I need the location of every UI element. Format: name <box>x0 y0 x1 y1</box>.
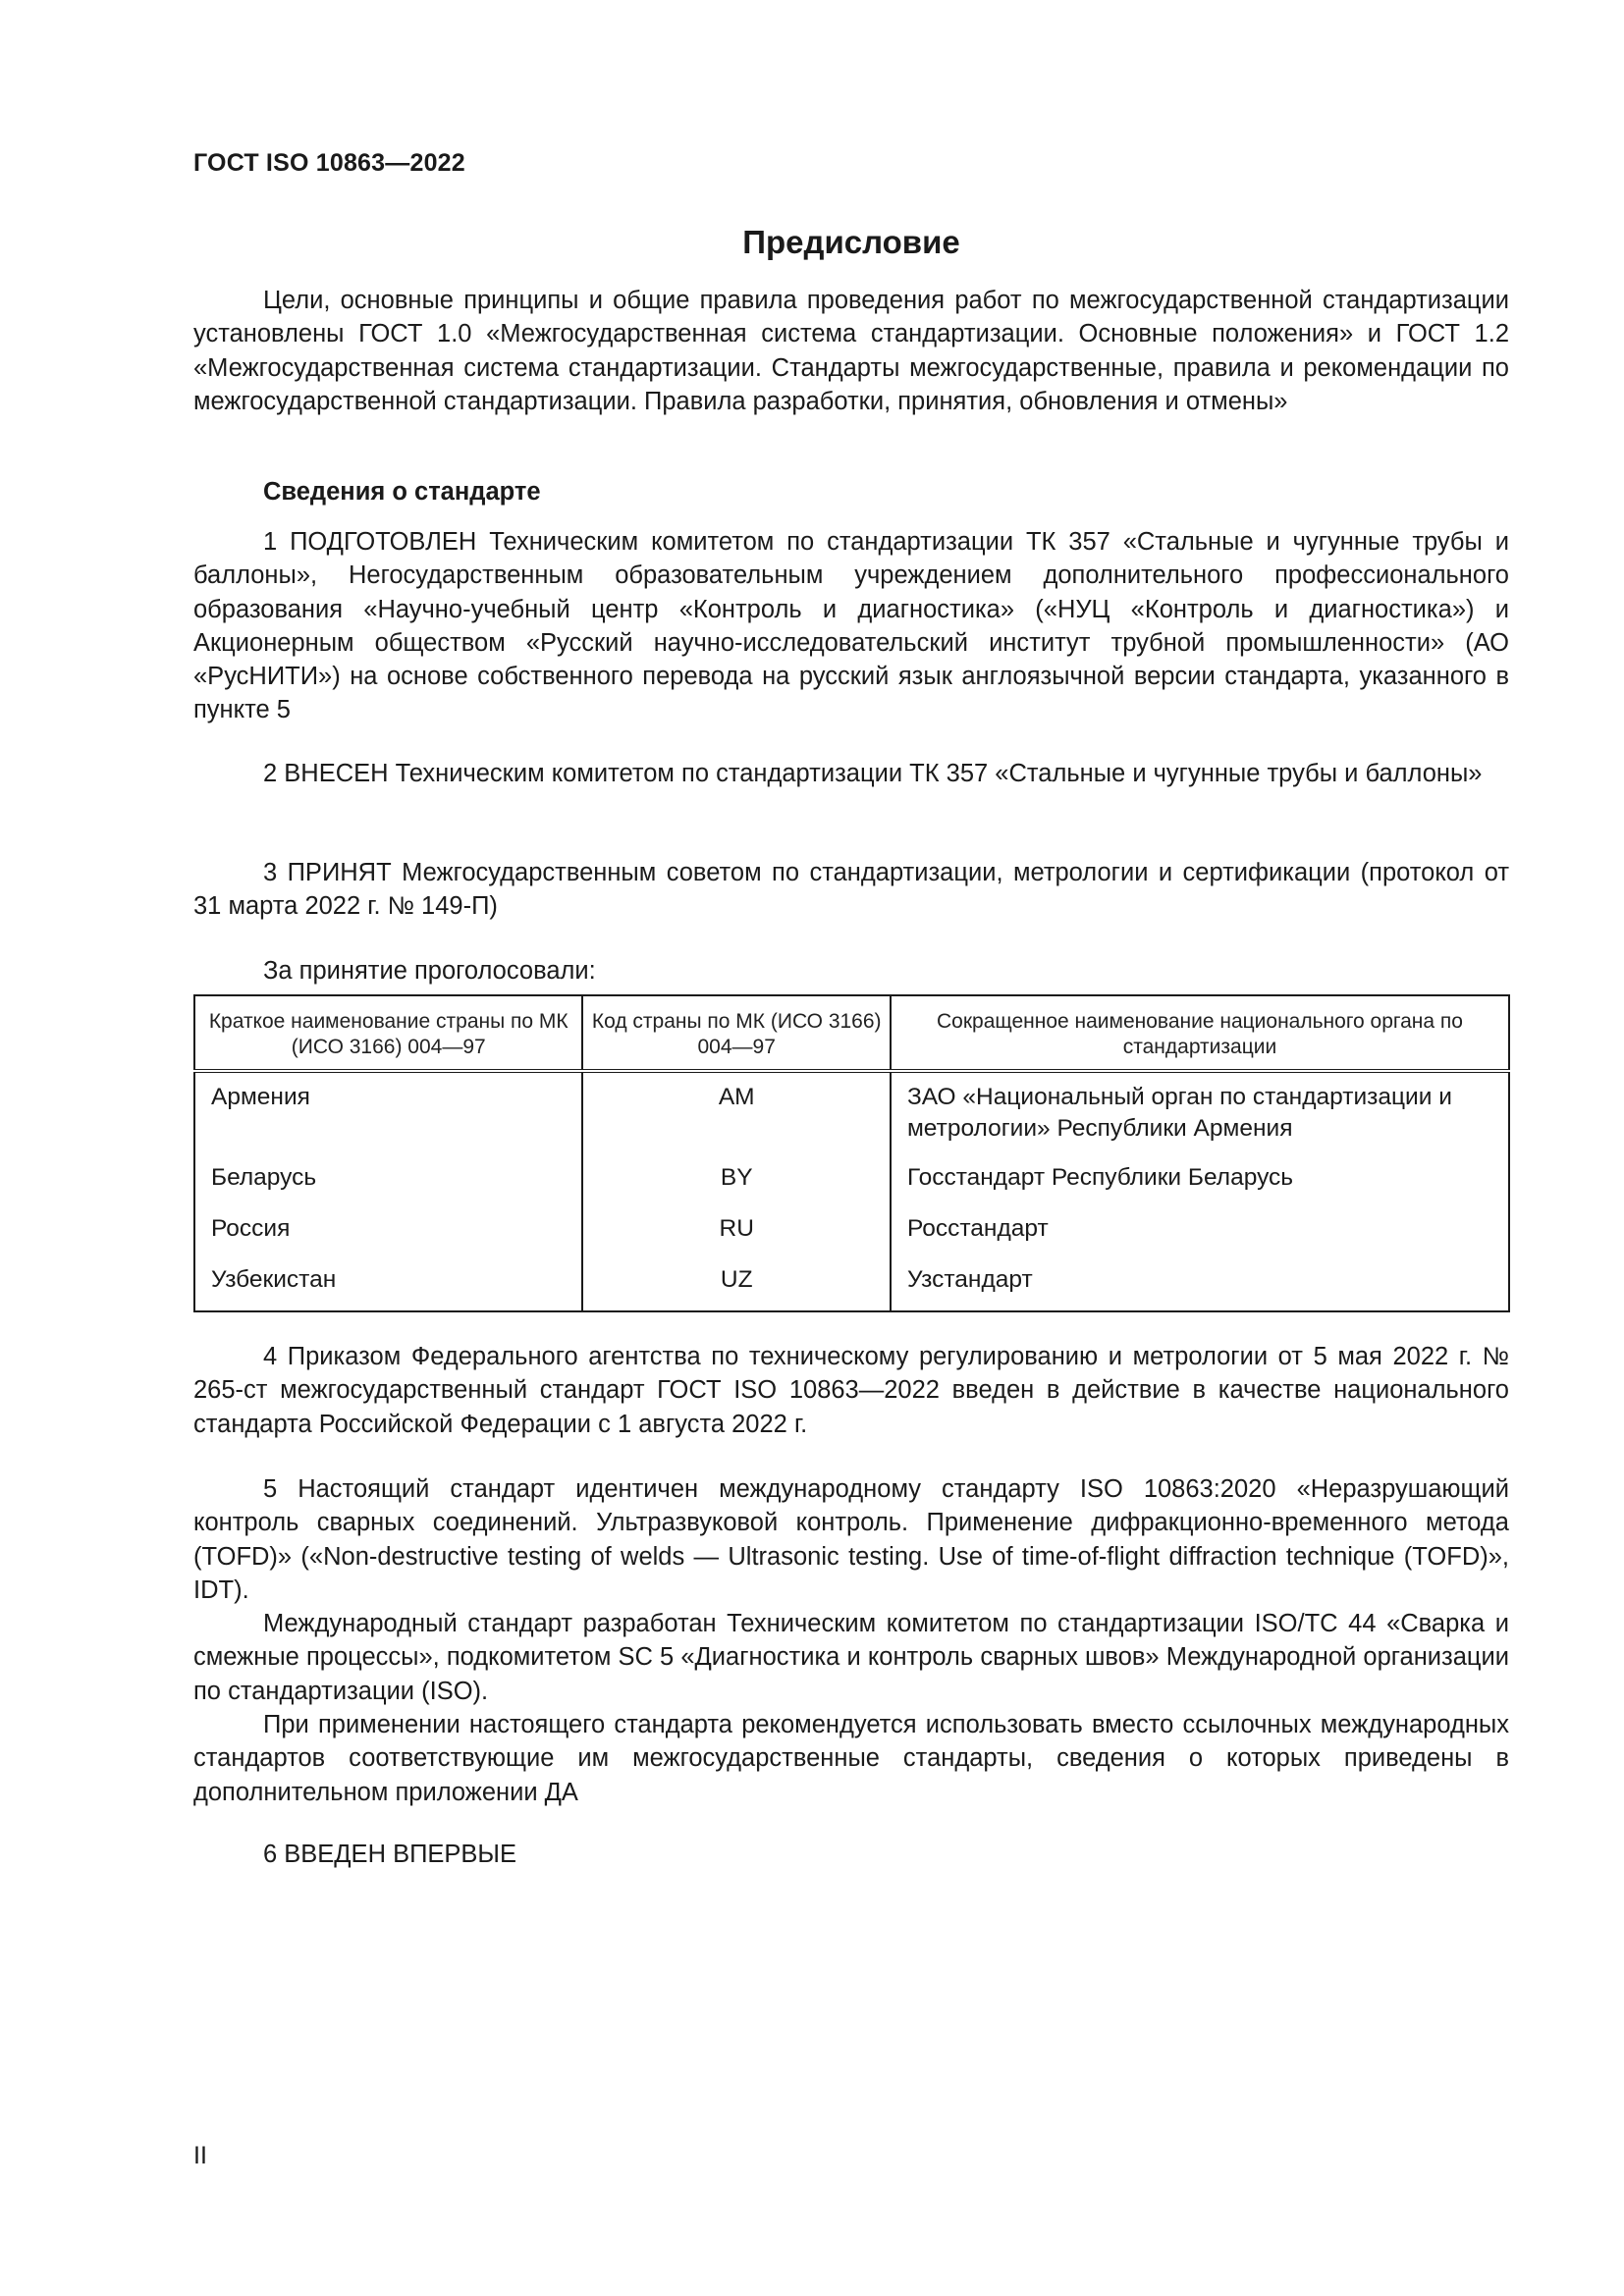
body-cell: Узстандарт <box>891 1263 1509 1311</box>
code-cell: RU <box>582 1212 890 1263</box>
standard-info-block <box>193 475 1509 508</box>
table-row <box>194 1212 1509 1263</box>
table-header-body: Сокращенное наименование национального органа по стандартизации <box>891 995 1509 1071</box>
code-cell: BY <box>582 1161 890 1212</box>
item-2-block <box>193 757 1509 790</box>
vote-intro-block <box>193 954 1509 988</box>
item-6-block <box>193 1838 1509 1871</box>
vote-intro: За принятие проголосовали: <box>263 957 596 985</box>
code-cell: UZ <box>582 1263 890 1311</box>
country-cell: Россия <box>194 1212 582 1263</box>
table-row <box>194 1161 1509 1212</box>
document-code: ГОСТ ISO 10863—2022 <box>193 149 465 177</box>
item-1-block <box>193 525 1509 727</box>
item-2-paragraph: 2 ВНЕСЕН Техническим комитетом по стандартизации ТК 357 «Стальные и чугунные трубы и баллоны» <box>263 760 1483 787</box>
section-subheading: Сведения о стандарте <box>263 478 541 506</box>
country-cell: Узбекистан <box>194 1263 582 1311</box>
table-header-row <box>194 995 1509 1071</box>
item-3-block <box>193 856 1509 924</box>
table-header-code: Код страны по МК (ИСО 3166) 004—97 <box>582 995 890 1071</box>
item-4-block <box>193 1340 1509 1441</box>
table-row <box>194 1071 1509 1161</box>
item-5-paragraph: 5 Настоящий стандарт идентичен международному стандарту ISO 10863:2020 «Неразрушающий контроль сварных соединений. Ультразвуковой контроль. Применение дифракционно-временного метода (TOFD)» («Non-destructive testing of welds — Ultrasonic testing. Use of time-of-flight diffraction technique (TOFD)», IDT). <box>193 1475 1509 1604</box>
intro-paragraph: Цели, основные принципы и общие правила проведения работ по межгосударственной стандартизации установлены ГОСТ 1.0 «Межгосударственная система стандартизации. Основные положения» и ГОСТ 1.2 «Межгосударственная система стандартизации. Стандарты межгосударственные, правила и рекомендации по межгосударственной стандартизации. Правила разработки, принятия, обновления и отмены» <box>193 287 1509 415</box>
page-number: II <box>193 2142 207 2169</box>
intro-block <box>193 284 1509 418</box>
item-5-block <box>193 1472 1509 1809</box>
item-5-iso-paragraph: Международный стандарт разработан Техническим комитетом по стандартизации ISO/TC 44 «Сварка и смежные процессы», подкомитетом SC 5 «Диагностика и контроль сварных швов» Международной организации по стандартизации (ISO). <box>193 1610 1509 1705</box>
item-4-paragraph: 4 Приказом Федерального агентства по техническому регулированию и метрологии от 5 мая 2022 г. № 265-ст межгосударственный стандарт ГОСТ ISO 10863—2022 введен в действие в качестве национального стандарта Российской Федерации с 1 августа 2022 г. <box>193 1343 1509 1438</box>
page-title: Предисловие <box>742 224 960 260</box>
table-row <box>194 1263 1509 1311</box>
country-cell: Беларусь <box>194 1161 582 1212</box>
item-5-usage-paragraph: При применении настоящего стандарта рекомендуется использовать вместо ссылочных международных стандартов соответствующие им межгосударственные стандарты, сведения о которых приведены в дополнительном приложении ДА <box>193 1711 1509 1806</box>
item-3-paragraph: 3 ПРИНЯТ Межгосударственным советом по стандартизации, метрологии и сертификации (протокол от 31 марта 2022 г. № 149-П) <box>193 859 1509 921</box>
body-cell: Росстандарт <box>891 1212 1509 1263</box>
body-cell: Госстандарт Республики Беларусь <box>891 1161 1509 1212</box>
voting-table <box>193 994 1510 1312</box>
country-cell: Армения <box>194 1071 582 1161</box>
table-header-country: Краткое наименование страны по МК (ИСО 3166) 004—97 <box>194 995 582 1071</box>
item-1-paragraph: 1 ПОДГОТОВЛЕН Техническим комитетом по стандартизации ТК 357 «Стальные и чугунные трубы и баллоны», Негосударственным образовательным учреждением дополнительного профессионального образования «Научно-учебный центр «Контроль и диагностика» («НУЦ «Контроль и диагностика») и Акционерным обществом «Русский научно-исследовательский институт трубной промышленности» (АО «РусНИТИ») на основе собственного перевода на русский язык англоязычной версии стандарта, указанного в пункте 5 <box>193 528 1509 724</box>
body-cell: ЗАО «Национальный орган по стандартизации и метрологии» Республики Армения <box>891 1071 1509 1161</box>
code-cell: AM <box>582 1071 890 1161</box>
item-6-paragraph: 6 ВВЕДЕН ВПЕРВЫЕ <box>263 1841 517 1868</box>
